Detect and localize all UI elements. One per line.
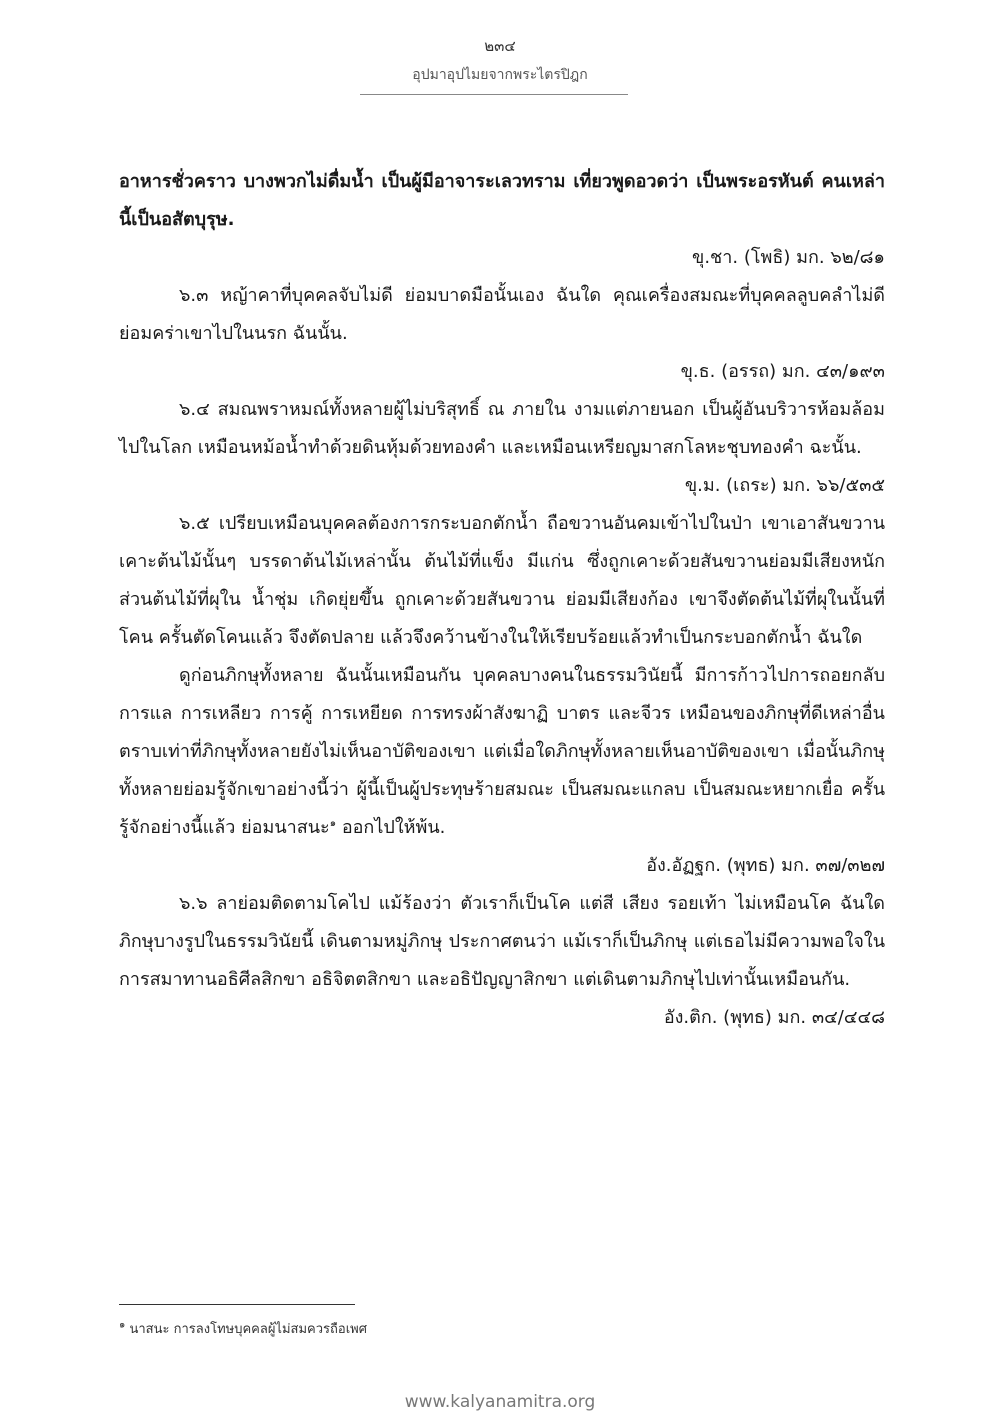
reference-1: ขุ.ชา. (โพธิ) มก. ๖๒/๘๑ — [692, 247, 885, 268]
reference-2: ขุ.ธ. (อรรถ) มก. ๔๓/๑๙๓ — [680, 361, 885, 382]
book-title: อุปมาอุปไมยจากพระไตรปิฎก — [412, 67, 588, 83]
header-divider — [360, 94, 628, 95]
footnote-divider — [119, 1304, 355, 1305]
footnote-marker: ๑ — [329, 818, 337, 829]
reference-4: อัง.อัฏฐก. (พุทธ) มก. ๓๗/๓๒๗ — [646, 855, 885, 876]
paragraph-6-3: ๖.๓ หญ้าคาที่บุคคลจับไม่ดี ย่อมบาดมือนั้นเอง ฉันใด คุณเครื่องสมณะที่บุคคลลูบคลำไม่ดี ย่อมคร่าเขาไปในนรก ฉันนั้น. — [119, 285, 885, 344]
footnote — [119, 1318, 879, 1339]
reference-3: ขุ.ม. (เถระ) มก. ๖๖/๕๓๕ — [684, 475, 885, 496]
footer-url: www.kalyanamitra.org — [404, 1392, 596, 1412]
reference-5: อัง.ติก. (พุทธ) มก. ๓๔/๔๔๘ — [663, 1007, 885, 1028]
footnote-text: นาสนะ การลงโทษบุคคลผู้ไม่สมควรถือเพศ — [125, 1322, 367, 1337]
main-content — [119, 163, 885, 1037]
paragraph-6-5-continued — [119, 657, 885, 847]
paragraph-6-5: ๖.๕ เปรียบเหมือนบุคคลต้องการกระบอกตักน้ำ ถือขวานอันคมเข้าไปในป่า เขาเอาสันขวานเคาะต้นไม้นั้นๆ บรรดาต้นไม้เหล่านั้น ต้นไม้ที่แข็ง มีแก่น ซึ่งถูกเคาะด้วยสันขวานย่อมมีเสียงหนัก ส่วนต้นไม้ที่ผุใน น้ำชุ่ม เกิดยุ่ยขึ้น ถูกเคาะด้วยสันขวาน ย่อมมีเสียงก้อง เขาจึงตัดต้นไม้ที่ผุในนั้นที่โคน ครั้นตัดโคนแล้ว จึงตัดปลาย แล้วจึงคว้านข้างในให้เรียบร้อยแล้วทำเป็นกระบอกตักน้ำ ฉันใด — [119, 513, 885, 648]
paragraph-6-4: ๖.๔ สมณพราหมณ์ทั้งหลายผู้ไม่บริสุทธิ์ ณ ภายใน งามแต่ภายนอก เป็นผู้อันบริวารห้อมล้อมไปในโลก เหมือนหม้อน้ำทำด้วยดินหุ้มด้วยทองคำ และเหมือนเหรียญมาสกโลหะชุบทองคำ ฉะนั้น. — [119, 399, 885, 458]
paragraph-6-6: ๖.๖ ลาย่อมติดตามโคไป แม้ร้องว่า ตัวเราก็เป็นโค แต่สี เสียง รอยเท้า ไม่เหมือนโค ฉันใด ภิกษุบางรูปในธรรมวินัยนี้ เดินตามหมู่ภิกษุ ประกาศตนว่า แม้เราก็เป็นภิกษุ แต่เธอไม่มีความพอใจในการสมาทานอธิศีลสิกขา อธิจิตตสิกขา และอธิปัญญาสิกขา แต่เดินตามภิกษุไปเท่านั้นเหมือนกัน. — [119, 893, 885, 990]
footnote-number: ๑ — [119, 1319, 126, 1331]
page-number: ๒๓๔ — [484, 37, 516, 55]
intro-paragraph: อาหารชั่วคราว บางพวกไม่ดื่มน้ำ เป็นผู้มีอาจาระเลวทราม เที่ยวพูดอวดว่า เป็นพระอรหันต์ คนเหล่านี้เป็นอสัตบุรุษ. — [119, 171, 885, 230]
paragraph-6-5-continued-text: ดูก่อนภิกษุทั้งหลาย ฉันนั้นเหมือนกัน บุคคลบางคนในธรรมวินัยนี้ มีการก้าวไปการถอยกลับ การแล การเหลียว การคู้ การเหยียด การทรงผ้าสังฆาฏิ บาตร และจีวร เหมือนของภิกษุที่ดีเหล่าอื่น ตราบเท่าที่ภิกษุทั้งหลายยังไม่เห็นอาบัติของเขา แต่เมื่อใดภิกษุทั้งหลายเห็นอาบัติของเขา เมื่อนั้นภิกษุทั้งหลายย่อมรู้จักเขาอย่างนี้ว่า ผู้นี้เป็นผู้ประทุษร้ายสมณะ เป็นสมณะแกลบ เป็นสมณะหยากเยื่อ ครั้นรู้จักอย่างนี้แล้ว ย่อมนาสนะ — [119, 665, 885, 838]
paragraph-6-5-continued-end: ออกไปให้พ้น. — [336, 817, 446, 838]
